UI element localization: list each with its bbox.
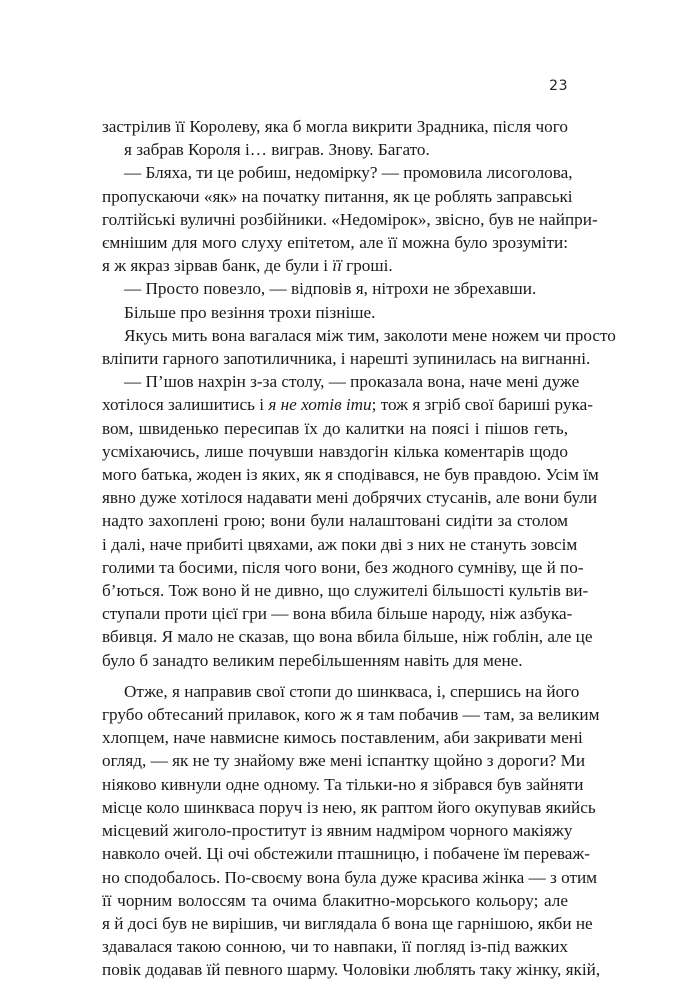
paragraph [102,301,568,324]
text-line: — Бляха, ти це робиш, недомірку? — промовила лисоголова, [124,163,573,183]
text-line: б’ються. Тож воно й не дивно, що служителі більшості культів ви- [102,581,589,601]
text-line: — П’шов нахрін з-за столу, — проказала вона, наче мені дуже [124,372,580,392]
text-line: надто захоплені грою; вони були налаштовані сидіти за столом [102,511,568,531]
text-line: застрілив її Королеву, яка б могла викрити Зрадника, після чого [102,117,568,136]
text-line: вом, швиденько пересипав їх до калитки на поясі і пішов геть, [102,418,568,438]
text-line: Більше про везіння трохи пізніше. [124,302,376,322]
text-line-content: хотілося залишитись і [102,395,269,415]
italic-text: її [332,256,342,276]
text-line: і далі, наче прибиті цвяхами, аж поки дві з них не стануть зовсім [102,534,578,554]
text-line: вліпити гарного запотиличника, і нарешті зупинилась на вигнанні. [102,349,591,369]
text-line: голтійські вуличні розбійники. «Недомірок», звісно, був не найпри- [102,209,598,229]
text-line: явно дуже хотілося надавати мені добрячих стусанів, але вони були [102,488,598,508]
text-line-content: гроші. [341,256,393,276]
text-line: ніяково кивнули одне одному. Та тільки-но я зібрався був зайняти [102,774,584,794]
paragraph [102,161,598,277]
text-line: мого батька, жоден із яких, як я сподівався, не був правдою. Усім їм [102,465,599,485]
page-number: 23 [549,78,568,94]
text-line: я й досі був не вирішив, чи виглядала б вона ще гарнішою, якби не [102,913,593,933]
text-line: її чорним волоссям та очима блакитно-морського кольору; але [102,890,568,910]
paragraph [102,115,568,161]
text-line: здавалася такою сонною, чи то навпаки, її погляд із-під важких [102,937,568,957]
text-line: хлопцем, наче навмисне кимось поставленим, аби закривати мені [102,728,583,748]
text-line: Отже, я направив свої стопи до шинкваса, і, спершись на його [124,681,580,701]
text-line: голими та босими, після чого вони, без жодного сумніву, ще й по- [102,557,584,577]
text-line: усміхаючись, лише почувши навздогін кілька коментарів щодо [102,441,568,461]
text-line: Якусь мить вона вагалася між тим, заколоти мене ножем чи просто [124,325,616,345]
text-line-content: я ж якраз зірвав банк, де були і [102,256,333,276]
text-line: пропускаючи «як» на початку питання, як це роблять заправські [102,186,573,206]
text-line: навколо очей. Ці очі обстежили пташницю, і побачене їм переваж- [102,844,590,864]
paragraph [102,680,601,982]
text-line: місцевий жиголо-проститут із явним надміром чорного макіяжу [102,821,573,841]
text-line: огляд, — як не ту знайому вже мені іспантку щойно з дороги? Ми [102,751,586,771]
text-line: вбивця. Я мало не сказав, що вона вбила більше, ніж гоблін, але це [102,627,593,647]
text-line: ступали проти цієї гри — вона вбила більше народу, ніж азбука- [102,604,573,624]
text-line: ємнішим для мого слуху епітетом, але її можна було зрозуміти: [102,233,568,253]
paragraph [102,370,599,672]
body-text [102,115,616,982]
text-line [102,254,568,277]
text-line: було б занадто великим перебільшенням навіть для мене. [102,650,523,670]
text-line: місце коло шинкваса поруч із нею, як раптом його окупував якийсь [102,797,596,817]
text-line-content: я забрав Короля і… виграв. Знову. Багато. [124,140,430,160]
text-line-content: ; тож я згріб свої бариші рука- [371,395,593,415]
paragraph [102,277,568,300]
text-line: но сподобалось. По-своєму вона була дуже красива жінка — з отим [102,867,598,887]
text-line: — Просто повезло, — відповів я, нітрохи не збрехавши. [124,279,537,299]
paragraph [102,324,616,370]
text-line: повік додавав їй певного шарму. Чоловіки люблять таку жінку, якій, [102,960,601,980]
text-line [102,393,593,416]
italic-text: я не хотів іти [268,395,372,415]
text-line [102,138,568,161]
text-line: грубо обтесаний прилавок, кого ж я там побачив — там, за великим [102,705,600,725]
